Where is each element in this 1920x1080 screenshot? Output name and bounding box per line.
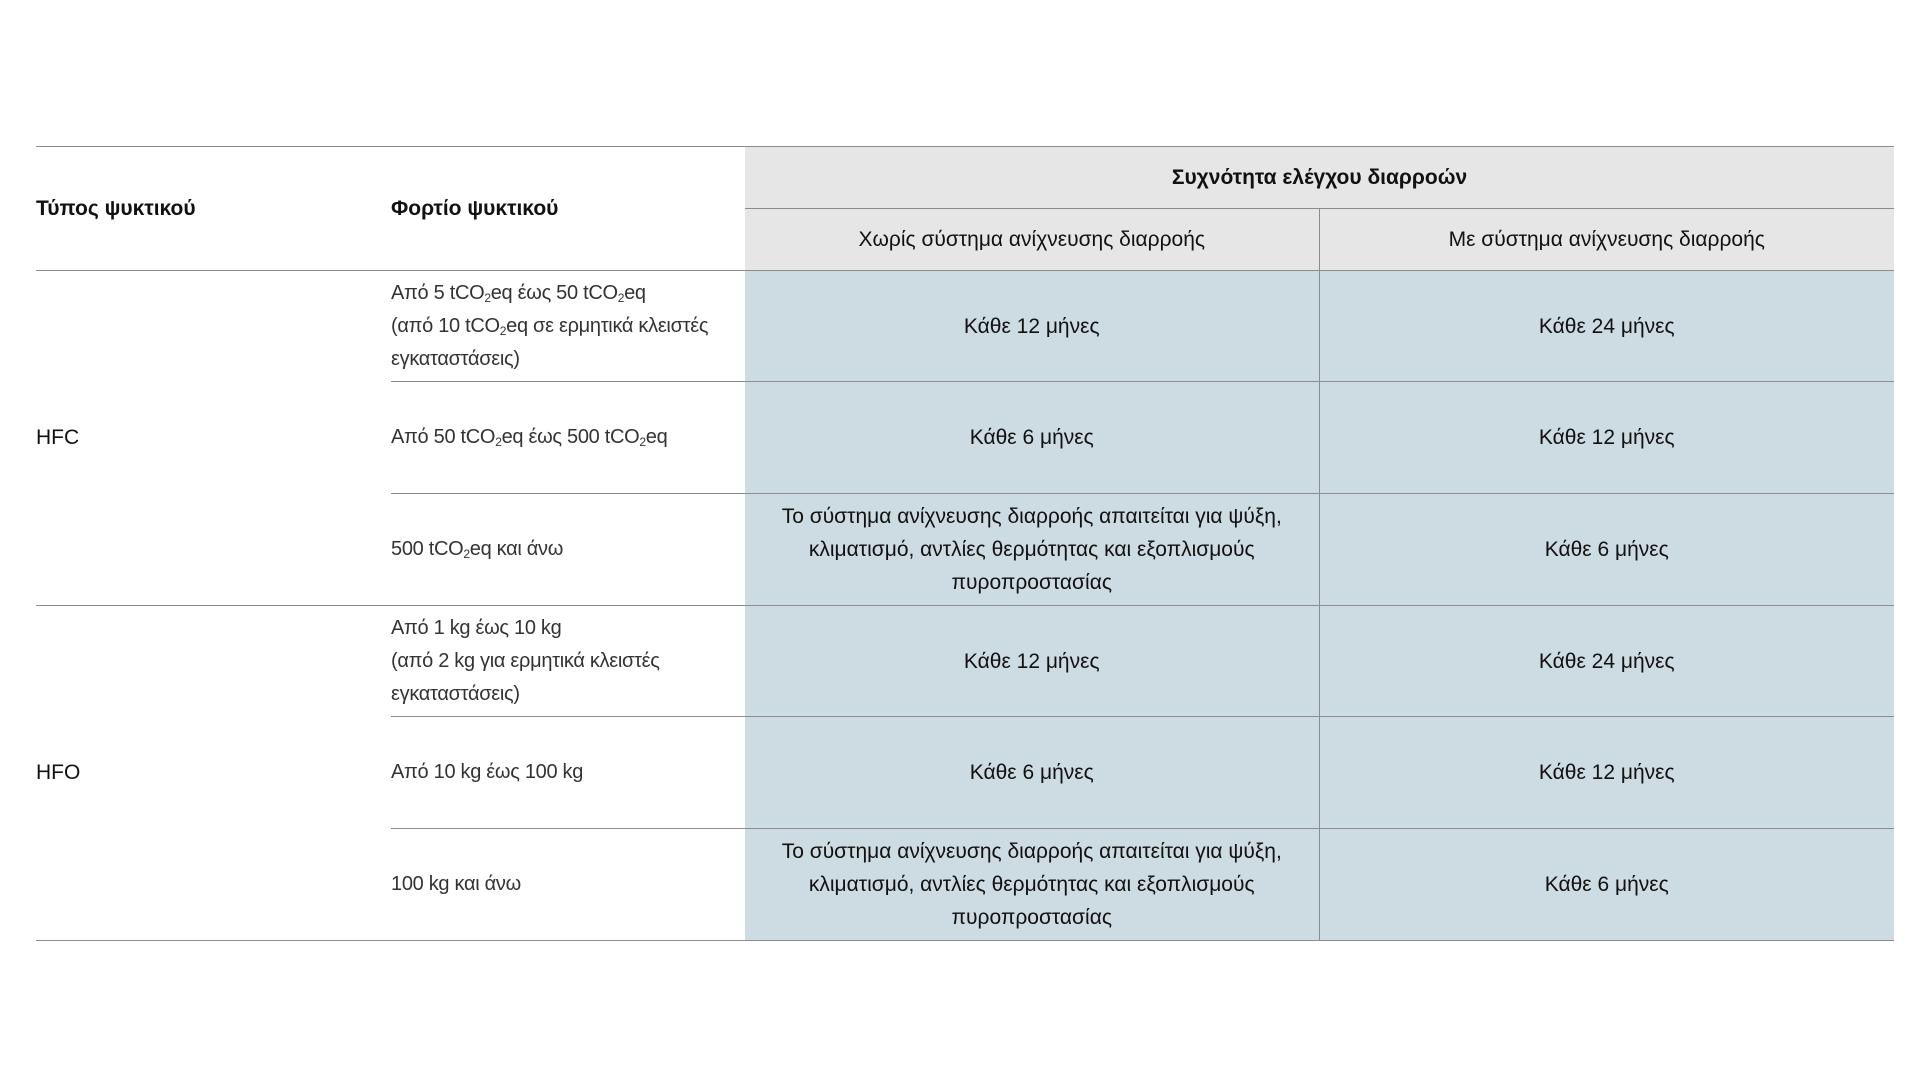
without-detection-cell <box>745 606 1319 717</box>
charge-text: 100 kg και άνω <box>391 873 521 895</box>
with-detection-cell <box>1319 717 1894 829</box>
frequency-text: Κάθε 6 μήνες <box>969 761 1094 784</box>
frequency-text: Κάθε 6 μήνες <box>1544 873 1669 896</box>
subscript: 2 <box>484 290 491 305</box>
with-detection-cell <box>1319 494 1894 606</box>
header-row-1 <box>36 147 1894 209</box>
table-row <box>36 606 1894 717</box>
subscript: 2 <box>463 547 470 561</box>
charge-text <box>391 277 745 376</box>
frequency-text <box>745 500 1319 599</box>
text-line: (από 2 kg για ερμητικά κλειστές <box>391 649 660 672</box>
text-line: Το σύστημα ανίχνευσης διαρροής απαιτείται για ψύξη, <box>781 505 1282 528</box>
with-detection-cell <box>1319 271 1894 382</box>
text-line: πυροπροστασίας <box>951 906 1112 929</box>
text-line: Από 1 kg έως 10 kg <box>391 616 562 639</box>
without-detection-cell <box>745 382 1319 494</box>
subscript: 2 <box>499 323 507 338</box>
with-detection-cell <box>1319 829 1894 941</box>
charge-text-part: eq <box>624 281 646 304</box>
frequency-text: Κάθε 12 μήνες <box>1538 761 1675 784</box>
charge-text <box>391 533 745 566</box>
charge-cell <box>391 382 745 494</box>
charge-cell <box>391 829 745 941</box>
subscript: 2 <box>495 435 502 449</box>
column-header-without-detection: Χωρίς σύστημα ανίχνευσης διαρροής <box>745 209 1319 271</box>
column-header-with-detection: Με σύστημα ανίχνευσης διαρροής <box>1319 209 1894 271</box>
frequency-text: Κάθε 6 μήνες <box>969 426 1094 449</box>
frequency-text: Κάθε 24 μήνες <box>1538 649 1675 673</box>
leak-check-frequency-table <box>36 146 1894 941</box>
text-line: πυροπροστασίας <box>951 571 1112 594</box>
column-header-type: Τύπος ψυκτικού <box>36 147 391 271</box>
subscript: 2 <box>639 435 646 449</box>
charge-cell <box>391 271 745 382</box>
charge-text-part: 500 tCO <box>391 538 464 560</box>
frequency-text: Κάθε 12 μήνες <box>1538 426 1675 449</box>
text-line: Το σύστημα ανίχνευσης διαρροής απαιτείται για ψύξη, <box>781 840 1282 863</box>
charge-cell <box>391 606 745 717</box>
charge-text-part: εγκαταστάσεις) <box>391 347 520 370</box>
without-detection-cell <box>745 271 1319 382</box>
without-detection-cell <box>745 494 1319 606</box>
frequency-text: Κάθε 12 μήνες <box>963 314 1100 338</box>
text-line: εγκαταστάσεις) <box>391 682 520 705</box>
frequency-text <box>745 835 1319 934</box>
refrigerant-type-hfo: HFO <box>36 606 391 941</box>
with-detection-cell <box>1319 606 1894 717</box>
group-header-leak-check-frequency: Συχνότητα ελέγχου διαρροών <box>745 147 1894 209</box>
subscript: 2 <box>617 290 625 305</box>
charge-text-part: (από 10 tCO <box>391 314 500 337</box>
column-header-charge: Φορτίο ψυκτικού <box>391 147 745 271</box>
frequency-text: Κάθε 24 μήνες <box>1538 314 1675 338</box>
charge-text-part: eq έως 50 tCO <box>490 281 618 304</box>
without-detection-cell <box>745 717 1319 829</box>
charge-text: Από 10 kg έως 100 kg <box>391 761 584 783</box>
with-detection-cell <box>1319 382 1894 494</box>
table-row <box>36 271 1894 382</box>
charge-text-part: eq <box>645 426 668 448</box>
charge-text-part: eq έως 500 tCO <box>501 426 640 448</box>
charge-text-part: Από 5 tCO <box>391 281 485 304</box>
charge-cell <box>391 717 745 829</box>
charge-text-part: eq και άνω <box>469 538 564 560</box>
charge-text-part: eq σε ερμητικά κλειστές <box>506 314 709 337</box>
frequency-text: Κάθε 6 μήνες <box>1544 538 1669 561</box>
charge-cell <box>391 494 745 606</box>
charge-text-part: Από 50 tCO <box>391 426 496 448</box>
text-line: κλιματισμό, αντλίες θερμότητας και εξοπλισμούς <box>808 873 1255 896</box>
charge-text <box>391 612 745 711</box>
without-detection-cell <box>745 829 1319 941</box>
text-line: κλιματισμό, αντλίες θερμότητας και εξοπλισμούς <box>808 538 1255 561</box>
charge-text <box>391 421 745 454</box>
refrigerant-type-hfc: HFC <box>36 271 391 606</box>
frequency-text: Κάθε 12 μήνες <box>963 649 1100 673</box>
